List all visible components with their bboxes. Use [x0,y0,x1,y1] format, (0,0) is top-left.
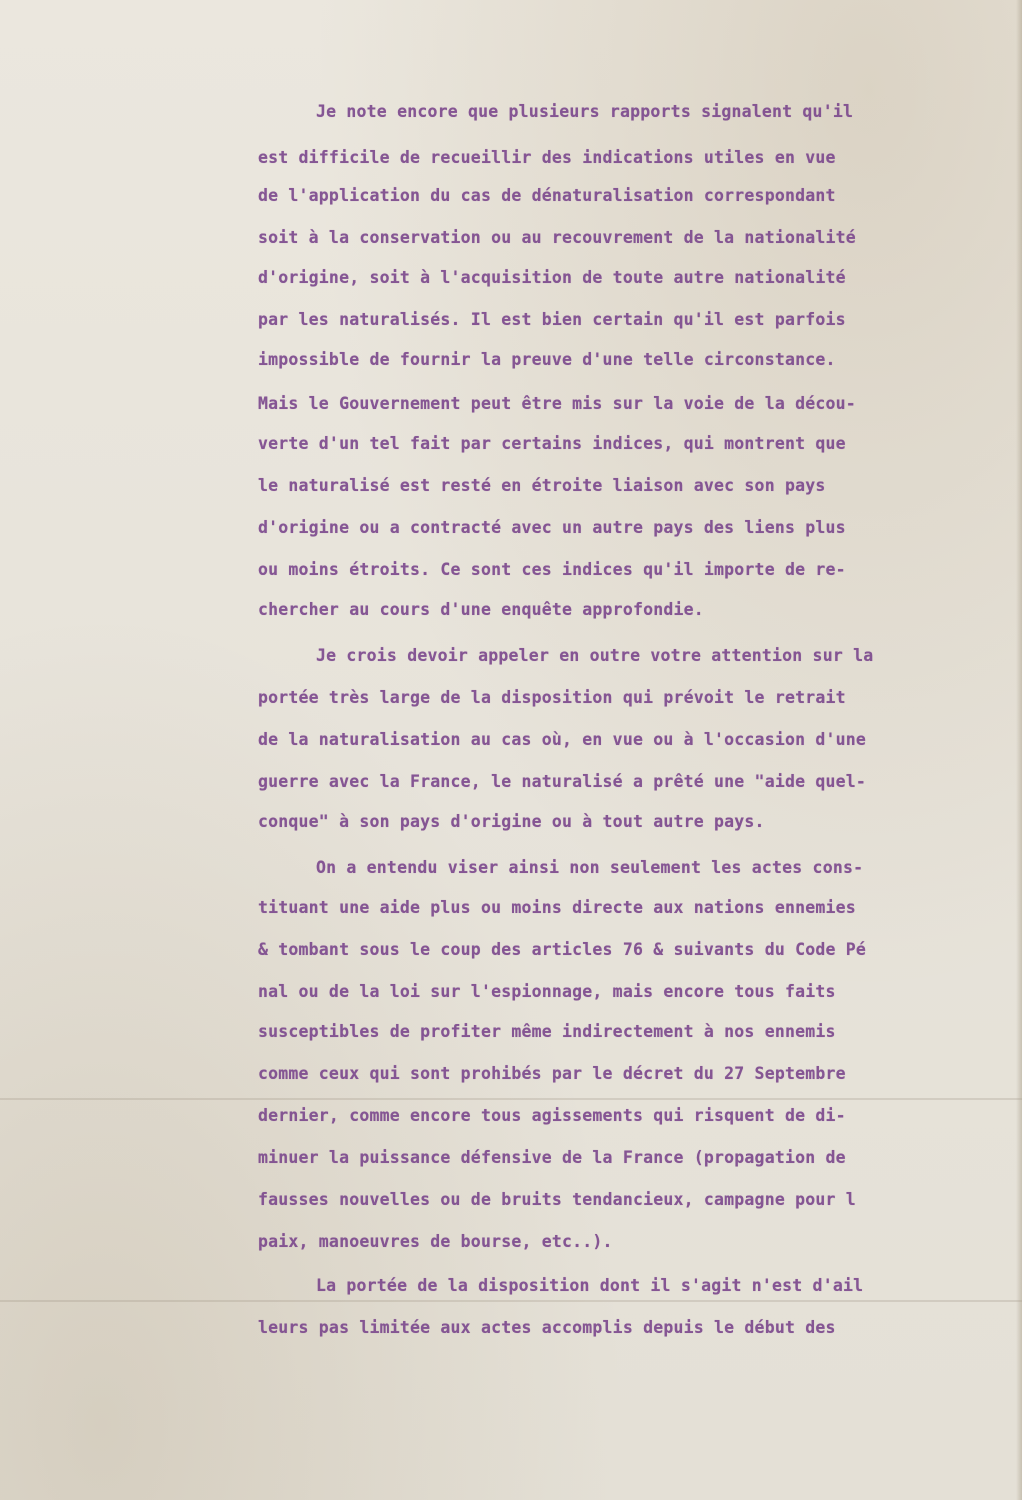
text-line: est difficile de recueillir des indications utiles en vue [258,148,836,167]
text-line: impossible de fournir la preuve d'une telle circonstance. [258,350,836,369]
text-line: On a entendu viser ainsi non seulement les actes cons- [316,858,864,877]
text-line: soit à la conservation ou au recouvrement de la nationalité [258,228,856,247]
text-line: portée très large de la disposition qui prévoit le retrait [258,688,846,707]
text-line: le naturalisé est resté en étroite liaison avec son pays [258,476,826,495]
text-line: minuer la puissance défensive de la France (propagation de [258,1148,846,1167]
text-line: Je crois devoir appeler en outre votre attention sur la [316,646,874,665]
text-line: par les naturalisés. Il est bien certain qu'il est parfois [258,310,846,329]
text-line: La portée de la disposition dont il s'agit n'est d'ail [316,1276,864,1295]
text-line: & tombant sous le coup des articles 76 & suivants du Code Pé [258,940,867,959]
text-line: guerre avec la France, le naturalisé a prêté une "aide quel- [258,772,867,791]
text-line: comme ceux qui sont prohibés par le décret du 27 Septembre [258,1064,846,1083]
text-line: tituant une aide plus ou moins directe aux nations ennemies [258,898,856,917]
text-line: conque" à son pays d'origine ou à tout autre pays. [258,812,765,831]
text-line: verte d'un tel fait par certains indices, qui montrent que [258,434,846,453]
text-line: susceptibles de profiter même indirectement à nos ennemis [258,1022,836,1041]
text-line: de l'application du cas de dénaturalisation correspondant [258,186,836,205]
text-line: dernier, comme encore tous agissements qui risquent de di- [258,1106,846,1125]
text-line: nal ou de la loi sur l'espionnage, mais encore tous faits [258,982,836,1001]
text-line: de la naturalisation au cas où, en vue ou à l'occasion d'une [258,730,867,749]
text-line: d'origine ou a contracté avec un autre pays des liens plus [258,518,846,537]
text-line: leurs pas limitée aux actes accomplis depuis le début des [258,1318,836,1337]
text-line: fausses nouvelles ou de bruits tendancieux, campagne pour l [258,1190,856,1209]
text-line: paix, manoeuvres de bourse, etc..). [258,1232,613,1251]
text-line: chercher au cours d'une enquête approfondie. [258,600,704,619]
text-line: Je note encore que plusieurs rapports signalent qu'il [316,102,854,121]
text-line: ou moins étroits. Ce sont ces indices qu'il importe de re- [258,560,846,579]
text-line: d'origine, soit à l'acquisition de toute autre nationalité [258,268,846,287]
text-line: Mais le Gouvernement peut être mis sur la voie de la décou- [258,394,856,413]
